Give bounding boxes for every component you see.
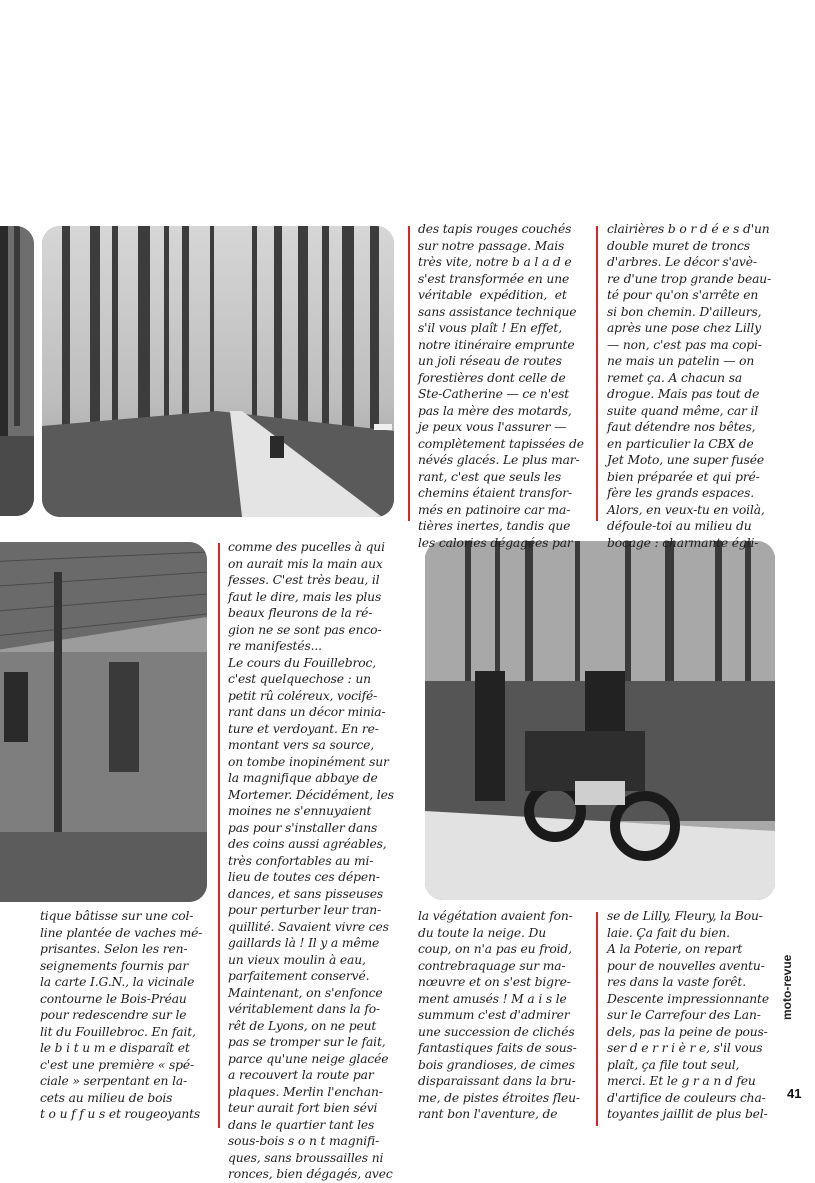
- column-rule: [408, 226, 410, 521]
- magazine-name: moto-revue: [780, 954, 794, 1020]
- column-rule: [596, 912, 598, 1126]
- forest-road-photo: [42, 226, 394, 517]
- page-number: 41: [787, 1086, 802, 1101]
- article-column-top-right: clairières b o r d é e s d'un double muret de troncs d'arbres. Le décor s'avè- re d'une trop grande beau- té pour qu'on s'arrête en si bon chemin. D'ailleurs, après une pose chez Lilly — non, c'est pas ma copi- ne mais un patelin — on remet ça. A chacun sa drogue. Mais pas tout de suite quand même, car il faut détendre nos bêtes, en particulier la CBX de Jet Moto, une super fusée bien préparée et qui pré- fère les grands espaces. Alors, en veux-tu en voilà, défoule-toi au milieu du bocage : charmante égli-: [607, 222, 772, 550]
- column-rule: [218, 543, 220, 1128]
- article-column-bottom-middle: la végétation avaient fon- du toute la neige. Du coup, on n'a pas eu froid, contrebraquage sur ma- nœuvre et on s'est bigre- ment amusés ! M a i s le summum c'est d'admirer une succession de clichés fantastiques faits de sous- bois grandioses, de cimes disparaissant dans la bru- me, de pistes étroites fleu- rant bon l'aventure, de: [418, 909, 580, 1121]
- stone-building-photo: [0, 542, 207, 902]
- article-column-bottom-left: tique bâtisse sur une col- line plantée de vaches mé- prisantes. Selon les ren- seignements fournis par la carte I.G.N., la vicinale contourne le Bois-Préau pour redescendre sur le lit du Fouillebroc. En fait, le b i t u m e disparaît et c'est une première « spé- ciale » serpentant en la- cets au milieu de bois t o u f f u s et rougeoyants: [40, 909, 203, 1121]
- article-column-bottom-right: se de Lilly, Fleury, la Bou- laie. Ça fait du bien. A la Poterie, on repart pour de nouvelles aventu- res dans la vaste forêt. Descente impressionnante sur le Carrefour des Lan- dels, pas la peine de pous- ser d e r r i è r e, s'il vous plaît, ça file tout seul, merci. Et le g r a n d feu d'artifice de couleurs cha- toyantes jaillit de plus bel-: [607, 909, 769, 1121]
- motorcycle-photo: [425, 541, 775, 900]
- forest-sliver-photo: [0, 226, 34, 516]
- column-rule: [596, 226, 598, 521]
- article-column-top-middle: des tapis rouges couchés sur notre passage. Mais très vite, notre b a l a d e s'est transformée en une véritable expédition, et sans assistance technique s'il vous plaît ! En effet, notre itinéraire emprunte un joli réseau de routes forestières dont celle de Ste-Catherine — ce n'est pas la mère des motards, je peux vous l'assurer — complètement tapissées de névés glacés. Le plus mar- rant, c'est que seuls les chemins étaient transfor- més en patinoire car ma- tières inertes, tandis que les calories dégagées par: [418, 222, 584, 550]
- article-column-middle: comme des pucelles à qui on aurait mis la main aux fesses. C'est très beau, il faut le dire, mais les plus beaux fleurons de la ré- gion ne se sont pas enco- re manifestés... Le cours du Fouillebroc, c'est quelquechose : un petit rû coléreux, vocifé- rant dans un décor minia- ture et verdoyant. En re- montant vers sa source, on tombe inopinément sur la magnifique abbaye de Mortemer. Décidément, les moines ne s'ennuyaient pas pour s'installer dans des coins aussi agréables, très confortables au mi- lieu de toutes ces dépen- dances, et sans pisseuses pour perturber leur tran- quillité. Savaient vivre ces gaillards là ! Il y a même un vieux moulin à eau, parfaitement conservé. Maintenant, on s'enfonce véritablement dans la fo- rêt de Lyons, on ne peut pas se tromper sur le fait, parce qu'une neige glacée a recouvert la route par plaques. Merlin l'enchan- teur aurait fort bien sévi dans le quartier tant les sous-bois s o n t magnifi- ques, sans broussailles ni ronces, bien dégagés, avec: [228, 540, 394, 1181]
